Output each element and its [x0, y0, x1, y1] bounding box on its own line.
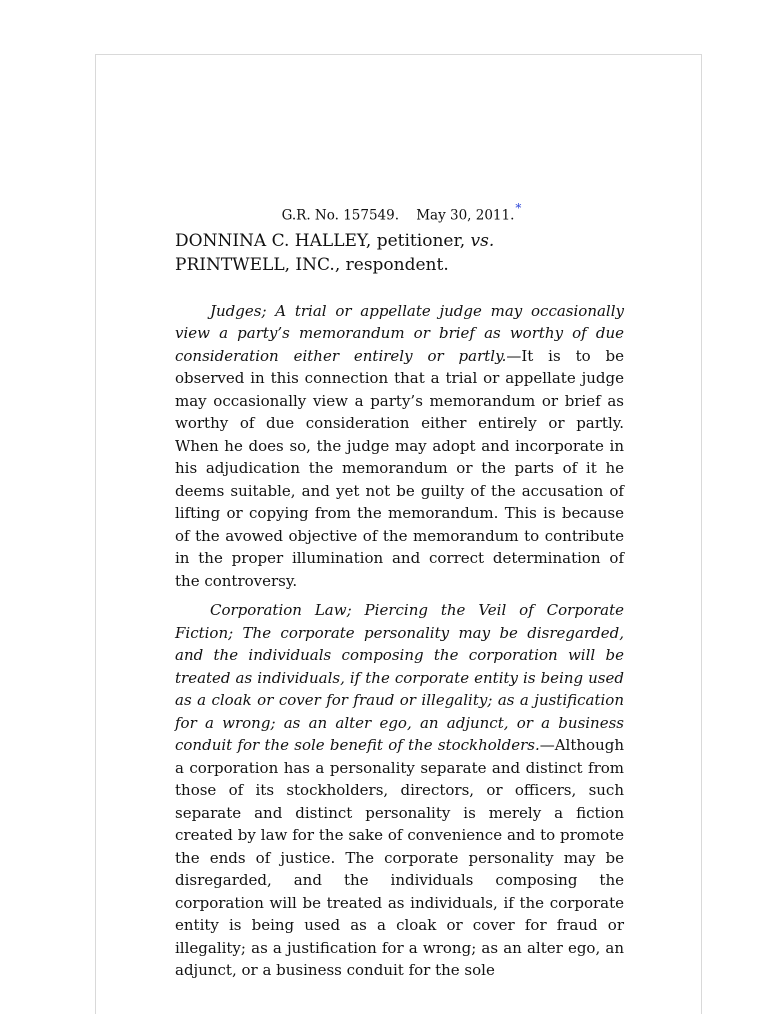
syllabus-head: Judges; A trial or appellate judge may occasionally view a party’s memorandum or brief as worthy of due consideration either entirely or partly.	[175, 301, 624, 365]
syllabus	[175, 300, 624, 982]
footnote-link[interactable]: *	[515, 201, 522, 215]
page-content	[175, 199, 624, 989]
parties-versus: vs.	[470, 230, 495, 251]
syllabus-head: Corporation Law; Piercing the Veil of Corporate Fiction; The corporate personality may be disregarded, and the individuals composing the corporation will be treated as individuals, if the corporate entity is being used as a cloak or cover for fraud or illegality; as a justification for a wrong; as an alter ego, an adjunct, or a business conduit for the sole benefit of the stockholders.	[175, 601, 624, 754]
syllabus-paragraph	[175, 300, 624, 593]
parties-petitioner: DONNINA C. HALLEY, petitioner,	[175, 230, 471, 251]
document-page	[95, 54, 702, 1014]
syllabus-paragraph	[175, 599, 624, 982]
case-date: May 30, 2011.	[416, 207, 515, 224]
syllabus-body: —It is to be observed in this connection that a trial or appellate judge may occasionally view a party’s memorandum or brief as worthy of due consideration either entirely or partly. When he does so, the judge may adopt and incorporate in his adjudication the memorandum or the parts of it he deems suitable, and yet not be guilty of the accusation of lifting or copying from the memorandum. This is because of the avowed objective of the memorandum to contribute in the proper illumination and correct determination of the controversy.	[175, 346, 624, 590]
case-parties	[175, 229, 624, 277]
case-number-line	[175, 199, 624, 227]
case-number: G.R. No. 157549.	[281, 207, 400, 224]
parties-respondent: PRINTWELL, INC., respondent.	[175, 254, 449, 275]
syllabus-body: —Although a corporation has a personality separate and distinct from those of its stockholders, directors, or officers, such separate and distinct personality is merely a fiction created by law for the sake of convenience and to promote the ends of justice. The corporate personality may be disregarded, and the individuals composing the corporation will be treated as individuals, if the corporate entity is being used as a cloak or cover for fraud or illegality; as a justification for a wrong; as an alter ego, an adjunct, or a business conduit for the sole	[175, 736, 624, 979]
